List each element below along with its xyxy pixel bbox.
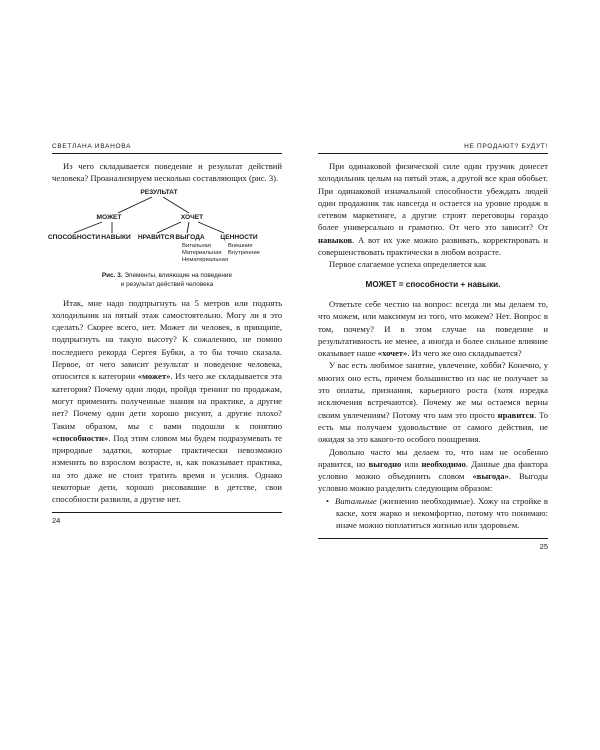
para-text: или <box>401 458 422 469</box>
left-text <box>52 160 282 185</box>
para-text: У вас есть любимое занятие, увлечение, хобби? Конечно, у многих оно есть, причем большинство из нас не получает за это оплаты, признания, карьерного роста (хотя изредка исключения встречаются). Почему же мы остаемся верны своим увлечениям? Потому что нам это просто <box>318 360 548 420</box>
header-rule <box>52 153 282 154</box>
caption-line2: и результат действий человека <box>120 280 214 288</box>
list-item <box>318 495 548 532</box>
para-text: Ответьте себе честно на вопрос: всегда ли мы делаем то, что можем, или максимум из того, что можем? Нет. Вопрос в том, почему? И в этом случае на поведение и результативность не менее, а иногда и более сильное влияние оказывает наше <box>318 298 548 359</box>
term-wants: «хочет» <box>377 348 408 359</box>
intro-paragraph: Из чего складывается поведение и результат действий человека? Проанализируем несколько составляющих (рис. 3). <box>52 161 282 184</box>
node-wants: ХОЧЕТ <box>180 213 204 221</box>
right-text <box>318 160 548 532</box>
caption-label: Рис. 3. <box>101 271 123 279</box>
body-paragraph <box>318 298 548 359</box>
body-paragraph <box>318 446 548 495</box>
right-page <box>318 140 548 551</box>
benefit-type-vital: Витальная <box>182 242 211 249</box>
term-profitable: выгодно <box>368 458 402 469</box>
body-paragraph: Первое слагаемое успеха определяется как <box>329 259 487 270</box>
para-text: . Из чего же складывается эта категория? Почему одни люди, пройдя тренинг по продажам, могут применить полученные знания на практике, а другие нет? Почему одни дети хорошо рисуют, а другие плохо? Таким образом, мы с вами подошли к понятию <box>52 371 282 431</box>
para-text: Довольно часто мы делаем то, что нам не особенно нравится, но <box>318 446 548 469</box>
node-benefit: ВЫГОДА <box>175 233 205 241</box>
term-likes: нравится <box>497 409 535 420</box>
bullet-icon: • <box>326 495 330 506</box>
node-can: МОЖЕТ <box>96 213 122 221</box>
left-page <box>47 140 282 525</box>
caption-text: Элементы, влияющие на поведение <box>124 271 233 279</box>
body-paragraph <box>318 160 548 258</box>
figure-3-diagram <box>47 188 282 287</box>
left-body <box>52 297 282 506</box>
value-type-external: Внешние <box>228 242 253 249</box>
node-likes: НРАВИТСЯ <box>137 233 175 241</box>
formula: МОЖЕТ = способности + навыки. <box>365 279 501 289</box>
para-text: . Под этим словом мы будем подразумевать те природные задатки, которые практически невозможно изменить во взрослом возрасте, и, как показывает практика, на это даже не стоит тратить время и усилия. Однако некоторые дети, хорошо рисовавшие в детстве, свои способности развили, а другие нет. <box>52 432 282 505</box>
para-text: . А вот их уже можно развивать, корректировать и совершенствовать практически в любом возрасте. <box>318 234 548 258</box>
footer-rule <box>318 538 548 539</box>
para-text: . Данные два фактора условно можно объединить словом <box>318 458 548 482</box>
body-paragraph <box>52 297 282 506</box>
para-text: При одинаковой физической силе один грузчик донесет холодильник целым на пятый этаж, а другой все края обобьет. При одинаковой изначальной способности убеждать людей один продажник так навсегда и остается на уровне продаж в сетевом маркетинге, а другие строят переговоры гораздо более универсально и грамотно. От чего это зависит? От <box>318 161 548 233</box>
para-text: . То есть мы получаем удовольствие от самого действия, не ожидая за это какого-то особого поощрения. <box>318 409 548 445</box>
running-header <box>52 140 282 152</box>
benefit-type-material: Материальная <box>182 249 222 256</box>
header-rule <box>318 153 548 154</box>
body-paragraph <box>318 359 548 445</box>
footer-rule <box>52 512 282 513</box>
value-type-internal: Внутренние <box>228 249 260 256</box>
benefit-type-nonmaterial: Нематериальная <box>182 256 228 263</box>
list-text: (жизненно необходимые). Хожу на стройке в каске, хотя жарко и некомфортно, потому что понимаю: иначе можно поплатиться жизнью или здоровьем. <box>336 495 548 531</box>
para-text: . Выгоды условно можно разделить следующим образом: <box>318 471 549 494</box>
term-benefit: «выгода» <box>472 471 509 482</box>
para-text: Итак, мне надо подпрыгнуть на 5 метров или поднять холодильник на пятый этаж самостоятельно. Могу ли я это сделать? Скорее всего, нет. Может ли человек, в принципе, подпрыгнуть на такую высоту? К сожалению, не помню последнего рекорда Сергея Бубки, а то бы точно сказала. Первое, от чего зависит результат и поведение человека, относится к категории <box>52 297 282 382</box>
term-abilities: «способности» <box>52 432 109 443</box>
book-title: НЕ ПРОДАЮТ? БУДУТ! <box>464 142 548 150</box>
page-number: 25 <box>539 541 548 551</box>
term-can: «может» <box>137 371 171 382</box>
node-result: РЕЗУЛЬТАТ <box>140 188 178 196</box>
list-term: Витальные <box>335 495 377 506</box>
node-skills: НАВЫКИ <box>101 233 131 241</box>
page-number: 24 <box>52 515 61 525</box>
para-text: . Из чего же оно складывается? <box>407 348 522 359</box>
node-values: ЦЕННОСТИ <box>220 233 258 241</box>
term-skills: навыков <box>318 234 353 245</box>
author-name: СВЕТЛАНА ИВАНОВА <box>52 142 132 150</box>
node-abilities: СПОСОБНОСТИ <box>47 233 101 241</box>
running-header <box>318 140 548 152</box>
term-necessary: необходимо <box>421 458 466 469</box>
